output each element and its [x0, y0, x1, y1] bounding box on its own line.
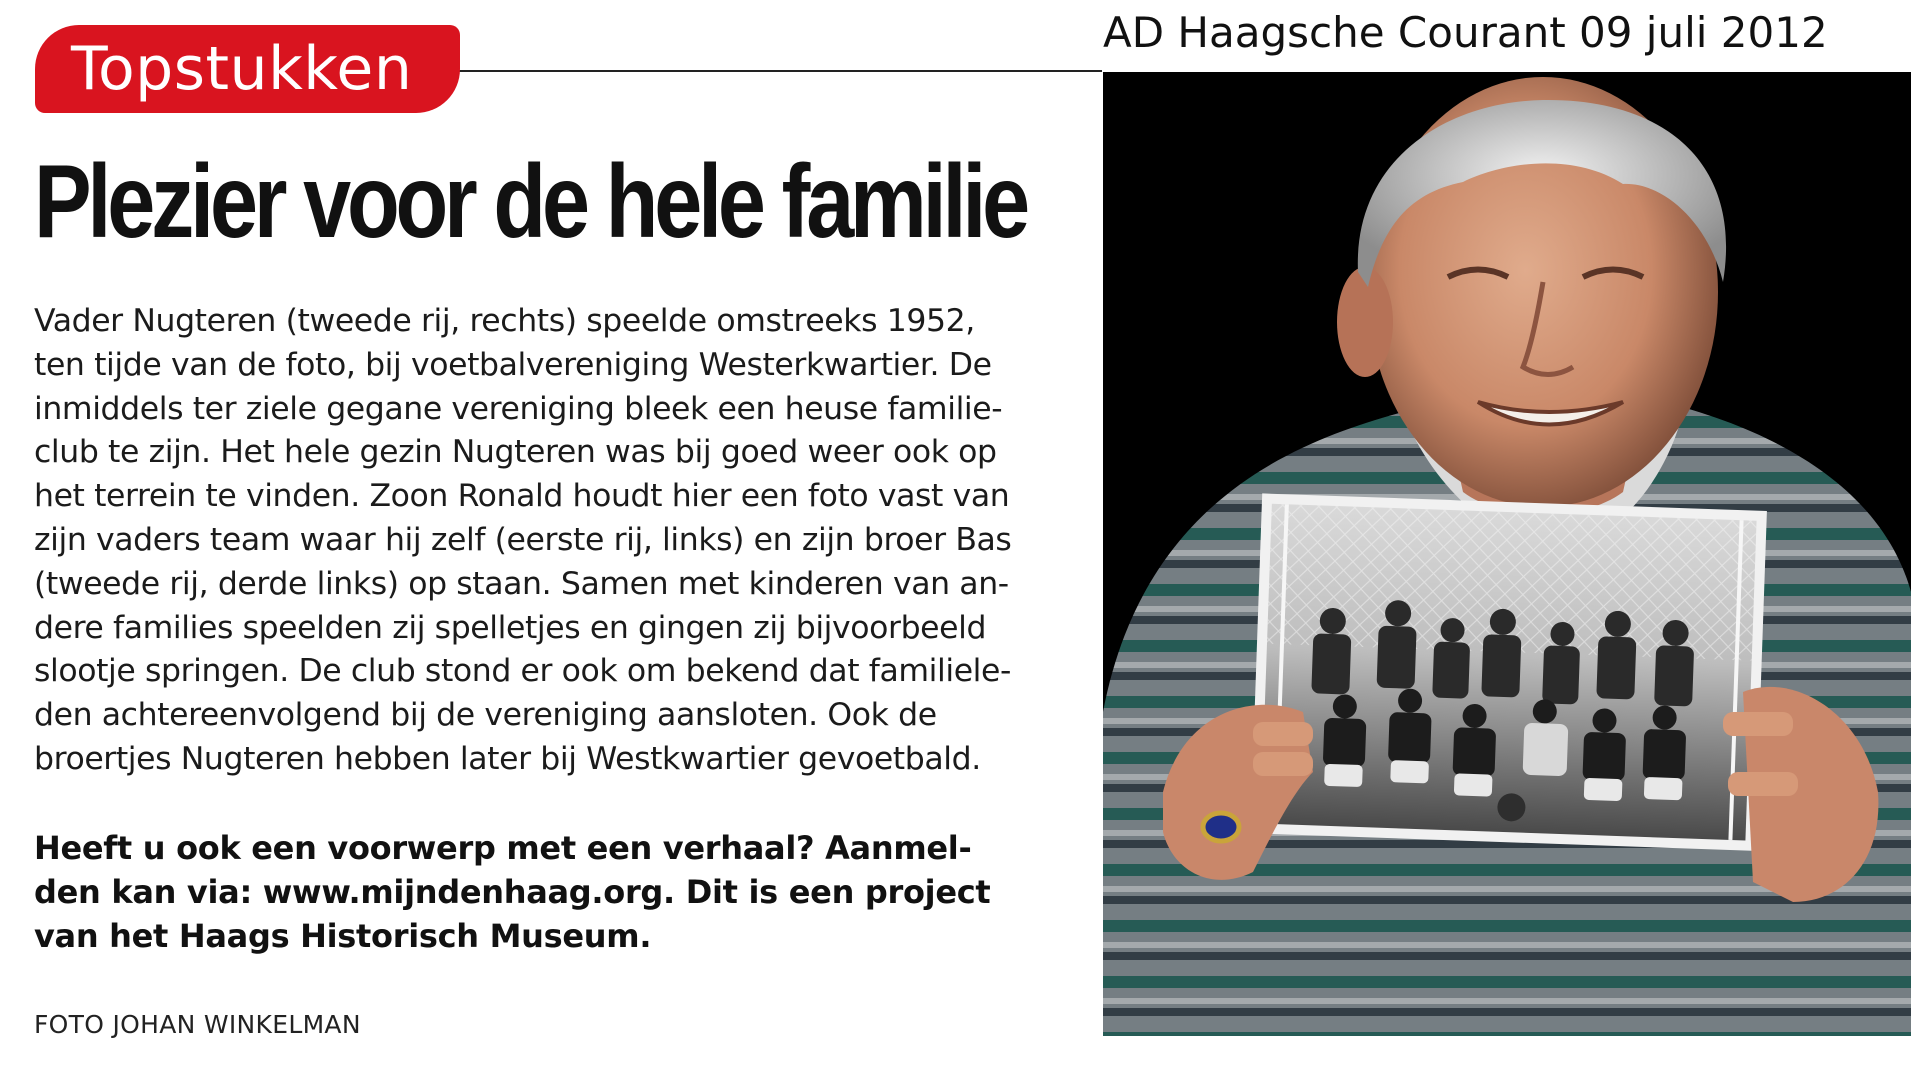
article-photo	[1103, 72, 1911, 1036]
source-line: AD Haagsche Courant 09 juli 2012	[1103, 8, 1828, 57]
header-rule	[440, 70, 1102, 72]
photo-illustration	[1103, 72, 1911, 1036]
section-badge-label: Topstukken	[71, 34, 413, 104]
call-to-action: Heeft u ook een voorwerp met een verhaal? Aanmel- den kan via: www.mijndenhaag.org. Dit is een project van het Haags Historisch Museum.	[34, 829, 991, 955]
article-body: Vader Nugteren (tweede rij, rechts) speelde omstreeks 1952, ten tijde van de foto, bij voetbalvereniging Westerkwartier. De inmiddels ter ziele gegane vereniging bleek een heuse familie- club te zijn. Het hele gezin Nugteren was bij goed weer ook op het terrein te vinden. Zoon Ronald houdt hier een foto vast van zijn vaders team waar hij zelf (eerste rij, links) en zijn broer Bas (tweede rij, derde links) op staan. Samen met kinderen van an- dere families speelden zij spelletjes en gingen zij bijvoorbeeld slootje springen. De club stond er ook om bekend dat familiele- den achtereenvolgend bij de vereniging aansloten. Ook de broertjes Nugteren hebben later bij Westkwartier gevoetbald.	[34, 303, 1012, 777]
article-headline: Plezier voor de hele familie	[34, 144, 1027, 260]
photo-credit: FOTO JOHAN WINKELMAN	[34, 1010, 361, 1039]
section-badge	[35, 25, 460, 113]
